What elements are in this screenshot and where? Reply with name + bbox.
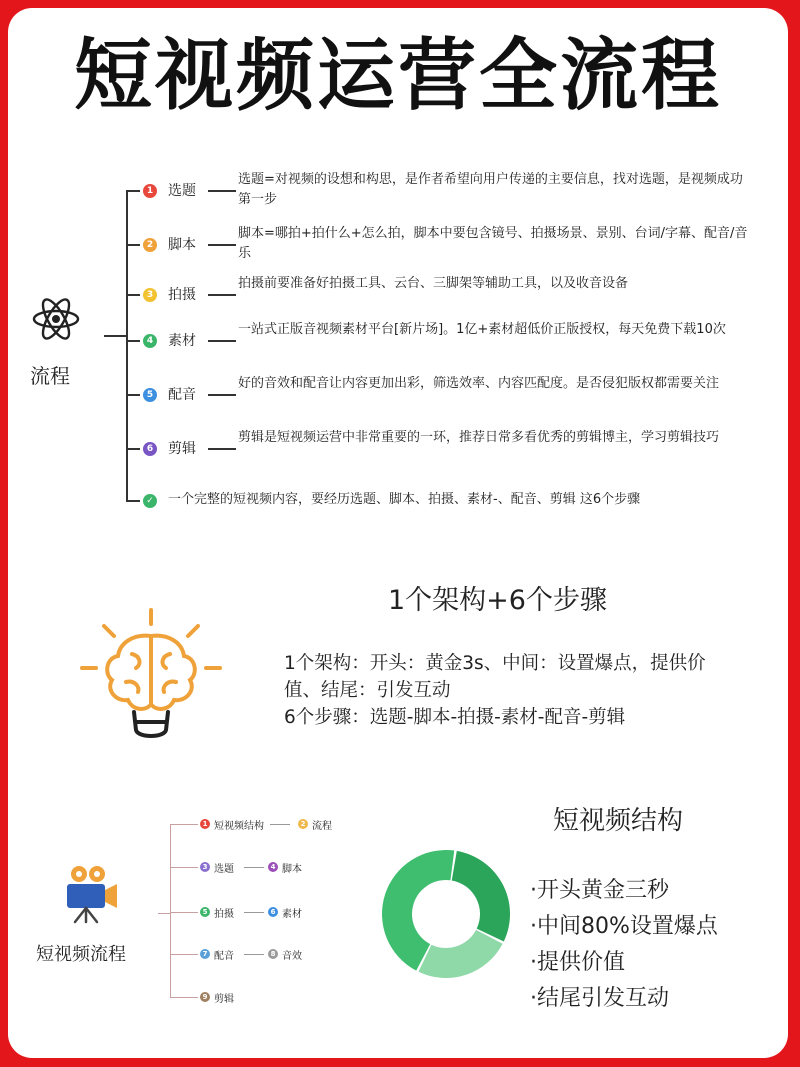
flow-root-label: 流程 [30, 364, 70, 388]
node-label: 脚本 [282, 864, 302, 875]
step-connector [208, 448, 236, 450]
step-description: 脚本=哪拍+拍什么+怎么拍，脚本中要包含镜号、拍摄场景、景别、台词/字幕、配音/音乐 [238, 226, 748, 261]
page-title: 短视频运营全流程 [73, 31, 722, 121]
step-label: 配音 [168, 387, 196, 403]
flow-step [126, 226, 776, 261]
node-number-badge: 5 [200, 907, 210, 917]
step-connector [208, 294, 236, 296]
step-connector [208, 394, 236, 396]
structure-text [284, 650, 779, 731]
structure-line-3: 6个步骤：选题-脚本-拍摄-素材-配音-剪辑 [284, 707, 626, 728]
flow-summary [126, 486, 776, 516]
flow-branch-line [126, 500, 140, 502]
step-connector [208, 190, 236, 192]
node-number-badge: 1 [200, 819, 210, 829]
step-label: 剪辑 [168, 441, 196, 457]
donut-graphic [380, 848, 512, 980]
structure-line-1: 1个架构：开头：黄金3s、中间：设置爆点，提供价 [284, 653, 706, 674]
mindmap-branch [170, 954, 198, 955]
node-number-badge: 2 [298, 819, 308, 829]
structure-point: ·中间80%设置爆点 [530, 914, 718, 939]
bottom-trunk [170, 824, 171, 998]
bottom-connector [158, 913, 170, 914]
flow-connector [104, 335, 126, 337]
mindmap-branch [170, 867, 198, 868]
node-number-badge: 6 [268, 907, 278, 917]
node-number-badge: 9 [200, 992, 210, 1002]
step-label: 拍摄 [168, 287, 196, 303]
flow-step [126, 172, 776, 207]
flow-branch-line [126, 448, 140, 450]
node-number-badge: 3 [200, 862, 210, 872]
structure-heading: 1个架构+6个步骤 [388, 585, 607, 616]
flow-branch-line [126, 394, 140, 396]
structure-point: ·结尾引发互动 [530, 986, 669, 1011]
video-camera-icon [63, 864, 119, 924]
mindmap-branch [170, 997, 198, 998]
video-structure-heading: 短视频结构 [553, 806, 684, 836]
node-number-badge: 7 [200, 949, 210, 959]
flow-branch-line [126, 294, 140, 296]
mindmap-branch [170, 912, 198, 913]
node-label: 素材 [282, 909, 302, 920]
node-link [244, 912, 264, 913]
node-label: 选题 [214, 864, 234, 875]
flow-branch-line [126, 340, 140, 342]
node-link [270, 824, 290, 825]
flow-branch-line [126, 190, 140, 192]
step-label: 选题 [168, 183, 196, 199]
structure-point: ·开头黄金三秒 [530, 878, 669, 903]
flow-step [126, 322, 776, 356]
step-label: 素材 [168, 333, 196, 349]
donut-segment [452, 851, 510, 942]
step-description: 拍摄前要准备好拍摄工具、云台、三脚架等辅助工具，以及收音设备 [238, 276, 629, 291]
bottom-flow-label: 短视频流程 [36, 944, 126, 965]
brain-lightbulb-icon [76, 606, 226, 756]
structure-line-2: 值、结尾：引发互动 [284, 680, 451, 701]
structure-points [530, 873, 718, 1017]
node-label: 音效 [282, 951, 302, 962]
flow-step [126, 376, 776, 410]
mindmap-branch [170, 824, 198, 825]
node-label: 拍摄 [214, 909, 234, 920]
step-connector [208, 340, 236, 342]
structure-point: ·提供价值 [530, 950, 625, 975]
poster-card [8, 8, 788, 1058]
step-number-badge: 4 [143, 334, 157, 348]
flow-branch-line [126, 244, 140, 246]
step-description: 好的音效和配音让内容更加出彩，筛选效率、内容匹配度。是否侵犯版权都需要关注 [238, 376, 720, 391]
step-connector [208, 244, 236, 246]
step-number-badge: 5 [143, 388, 157, 402]
node-label: 配音 [214, 951, 234, 962]
node-number-badge: 8 [268, 949, 278, 959]
node-link [244, 954, 264, 955]
step-label: 脚本 [168, 237, 196, 253]
step-description: 剪辑是短视频运营中非常重要的一环，推荐日常多看优秀的剪辑博主，学习剪辑技巧 [238, 430, 720, 445]
node-number-badge: 4 [268, 862, 278, 872]
atom-icon [30, 293, 82, 345]
node-link [244, 867, 264, 868]
step-number-badge: 6 [143, 442, 157, 456]
step-description: 一站式正版音视频素材平台[新片场]。1亿+素材超低价正版授权，每天免费下载10次 [238, 322, 726, 337]
flow-step [126, 276, 776, 310]
flow-step [126, 430, 776, 464]
step-number-badge: 3 [143, 288, 157, 302]
node-label: 流程 [312, 821, 332, 832]
step-number-badge: 2 [143, 238, 157, 252]
step-description: 选题=对视频的设想和构思，是作者希望向用户传递的主要信息，找对选题，是视频成功第一步 [238, 172, 743, 207]
node-label: 剪辑 [214, 994, 234, 1005]
check-badge-icon: ✓ [143, 494, 157, 508]
node-label: 短视频结构 [214, 821, 264, 832]
step-number-badge: 1 [143, 184, 157, 198]
donut-segment [418, 930, 502, 978]
summary-text: 一个完整的短视频内容，要经历选题、脚本、拍摄、素材-、配音、剪辑 这6个步骤 [168, 492, 641, 507]
